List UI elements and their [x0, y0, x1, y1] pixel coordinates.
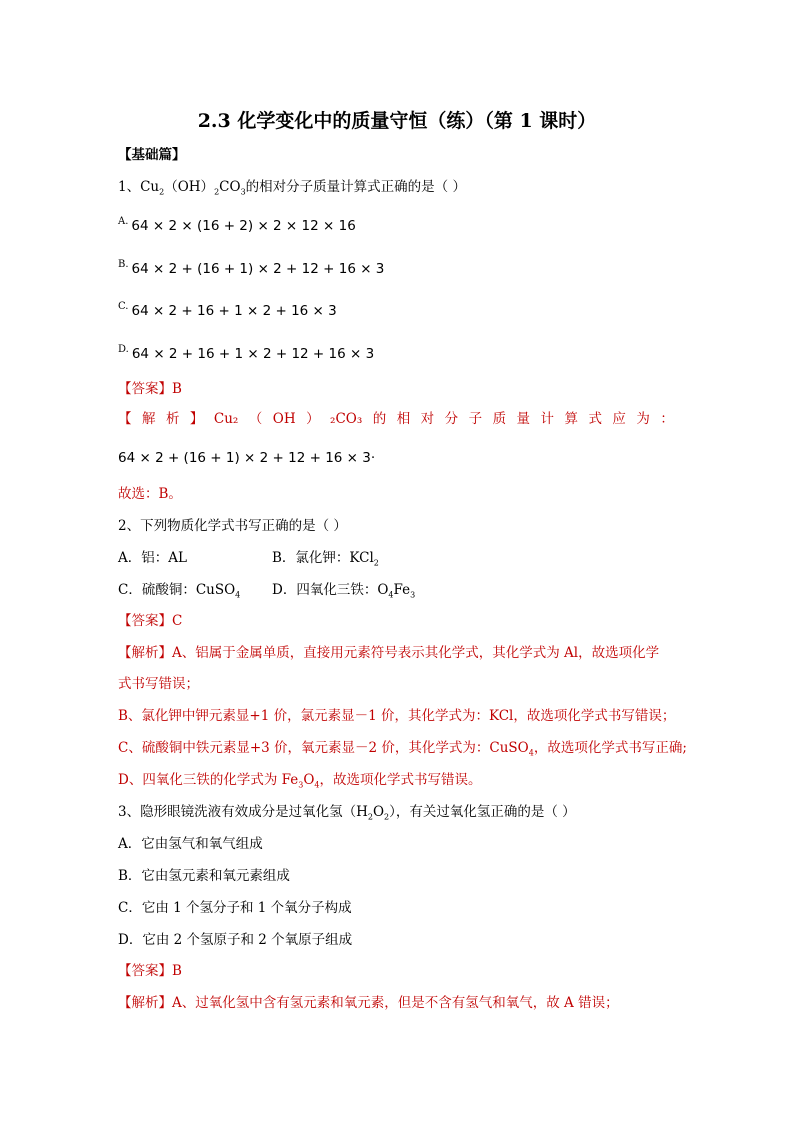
q1-analysis-token: 的 — [372, 411, 387, 427]
q1-analysis-token: 为 — [636, 411, 650, 427]
q1-analysis-token: 应 — [612, 411, 626, 427]
q1-analysis-token: ₂CO₃ — [330, 411, 363, 427]
q2-answer: 【答案】C — [118, 613, 183, 629]
q3-option-d: D．它由 2 个氢原子和 2 个氧原子组成 — [118, 932, 353, 948]
q1-analysis — [118, 410, 674, 428]
section-heading: 【基础篇】 — [118, 147, 186, 163]
q1-stem: 1、$Cu_2(OH)_2CO_3$的相对分子质量计算式正确的是（ ） — [118, 179, 466, 197]
q1-analysis-token: 质 — [492, 411, 507, 427]
q2-analysis-line-1b: 式书写错误； — [118, 676, 199, 692]
q1-analysis-token: 分 — [444, 411, 459, 427]
q1-analysis-token: Cu₂ — [213, 411, 239, 427]
q3-option-a: A．它由氢气和氧气组成 — [118, 836, 263, 852]
q1-analysis-token: ） — [306, 411, 320, 427]
q2-option-d: D．四氧化三铁：$O_4Fe_3$ — [272, 582, 416, 600]
q2-stem: 2、下列物质化学式书写正确的是（ ） — [118, 518, 347, 534]
q1-analysis-formula: 64 × 2 + (16 + 1) × 2 + 12 + 16 × 3· — [118, 450, 376, 466]
q1-analysis-token: 子 — [468, 411, 483, 427]
q1-option-b: $^{B.}$ 64 × 2 + (16 + 1) × 2 + 12 + 16 × 3 — [118, 259, 385, 277]
q2-option-b: B．氯化钾：KCl$_2$ — [272, 550, 379, 568]
q2-analysis-line-1: 【解析】A、铝属于金属单质，直接用元素符号表示其化学式，其化学式为 Al，故选项化学 — [118, 645, 660, 661]
page-title: 2.3 化学变化中的质量守恒（练）（第 1 课时） — [197, 110, 597, 132]
q1-answer: 【答案】B — [118, 381, 182, 397]
q2-analysis-line-3: C、硫酸铜中铁元素显+3 价，氧元素显－2 价，其化学式为：CuSO$_4$，故选项化学式书写正确; — [118, 740, 687, 758]
q1-analysis-token: 计 — [540, 411, 555, 427]
q3-option-b: B．它由氢元素和氧元素组成 — [118, 868, 290, 884]
q1-analysis-token: OH — [272, 411, 296, 427]
q1-analysis-token: （ — [248, 411, 263, 427]
q2-analysis-line-4: D、四氧化三铁的化学式为 $Fe_3O_4$，故选项化学式书写错误。 — [118, 772, 482, 790]
q3-option-c: C．它由 1 个氢分子和 1 个氧分子构成 — [118, 900, 352, 916]
q3-answer: 【答案】B — [118, 963, 182, 979]
q1-analysis-token: 】 — [189, 411, 204, 427]
q1-analysis-token: 相 — [396, 411, 411, 427]
q1-analysis-token: 【 — [118, 411, 132, 427]
q1-analysis-token: ： — [660, 411, 674, 427]
q1-analysis-token: 析 — [165, 411, 180, 427]
q1-option-c: $^{C.}$ 64 × 2 + 16 + 1 × 2 + 16 × 3 — [118, 301, 337, 319]
q2-option-c: C．硫酸铜：CuSO$_4$ — [118, 582, 241, 600]
q1-analysis-token: 算 — [564, 411, 578, 427]
q1-analysis-token: 量 — [516, 411, 531, 427]
q3-stem: 3、隐形眼镜洗液有效成分是过氧化氢$(H_2O_2)$，有关过氧化氢正确的是（ ） — [118, 804, 576, 822]
q1-conclusion: 故选：B。 — [118, 486, 182, 502]
q3-analysis-line-1: 【解析】A、过氧化氢中含有氢元素和氧元素，但是不含有氢气和氧气，故 A 错误； — [118, 995, 619, 1011]
q2-option-a: A．铝：AL — [118, 550, 187, 566]
q1-analysis-token: 解 — [141, 411, 156, 427]
q1-analysis-token: 对 — [420, 411, 435, 427]
q1-option-a: $^{A.}$ 64 × 2 × (16 + 2) × 2 × 12 × 16 — [118, 216, 356, 234]
q1-option-d: $^{D.}$ 64 × 2 + 16 + 1 × 2 + 12 + 16 × 3 — [118, 344, 375, 362]
q2-analysis-line-2: B、氯化钾中钾元素显+1 价，氯元素显－1 价，其化学式为：KCl，故选项化学式书写错误； — [118, 708, 676, 724]
q1-analysis-token: 式 — [588, 411, 602, 427]
